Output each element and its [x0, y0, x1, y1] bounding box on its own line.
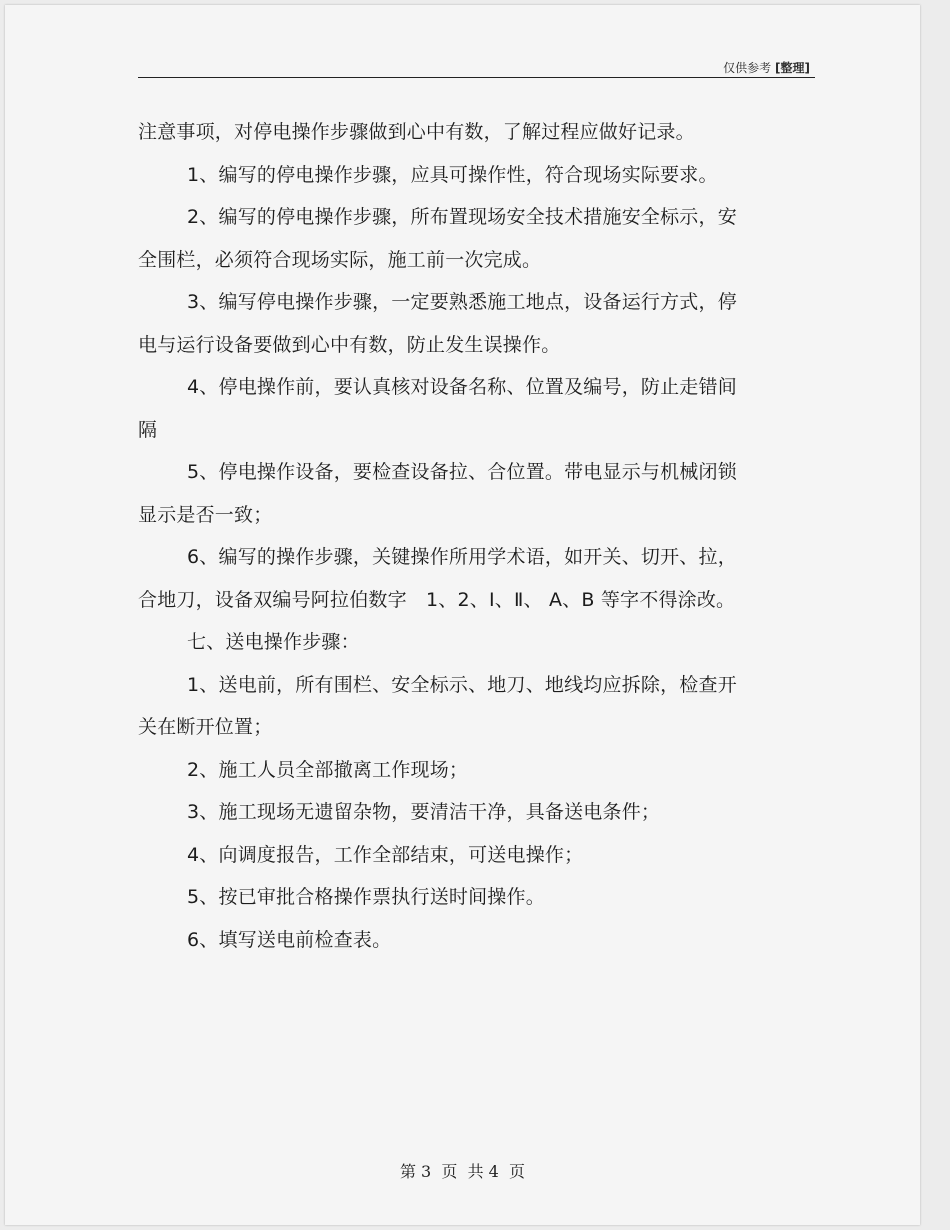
header-tag: [整理]: [775, 61, 810, 75]
body-line: 电与运行设备要做到心中有数，防止发生误操作。: [138, 333, 561, 356]
body-line: 2、施工人员全部撤离工作现场；: [187, 758, 469, 781]
body-line: 4、停电操作前，要认真核对设备名称、位置及编号，防止走错间: [187, 376, 737, 398]
body-line: 6、填写送电前检查表。: [187, 928, 392, 951]
document-page: [5, 5, 920, 1225]
body-line: 2、编写的停电操作步骤，所布置现场安全技术措施安全标示，安: [187, 206, 737, 228]
body-line: 合地刀，设备双编号阿拉伯数字 1、2、Ⅰ、Ⅱ、 A、B 等字不得涂改。: [138, 588, 736, 611]
body-line: 1、编写的停电操作步骤，应具可操作性，符合现场实际要求。: [187, 163, 718, 186]
body-line: 显示是否一致；: [138, 503, 273, 526]
page-header: [723, 59, 810, 76]
page-footer: 第 3 页 共 4 页: [399, 1162, 526, 1181]
body-line: 4、向调度报告，工作全部结束，可送电操作；: [187, 843, 584, 866]
document-body: [138, 111, 778, 961]
body-line: 隔: [138, 418, 158, 441]
body-line: 3、编写停电操作步骤，一定要熟悉施工地点，设备运行方式，停: [187, 291, 737, 313]
header-note: 仅供参考: [723, 61, 772, 75]
header-rule: [138, 77, 815, 78]
body-line: 1、送电前，所有围栏、安全标示、地刀、地线均应拆除，检查开: [187, 673, 737, 696]
body-line: 全围栏，必须符合现场实际，施工前一次完成。: [138, 248, 542, 271]
body-line: 6、编写的操作步骤，关键操作所用学术语，如开关、切开、拉，: [187, 546, 737, 568]
body-line: 关在断开位置；: [138, 716, 273, 738]
body-line: 七、送电操作步骤：: [187, 631, 360, 653]
body-line: 注意事项，对停电操作步骤做到心中有数，了解过程应做好记录。: [138, 121, 695, 143]
body-line: 5、按已审批合格操作票执行送时间操作。: [187, 886, 545, 908]
body-line: 3、施工现场无遗留杂物，要清洁干净，具备送电条件；: [187, 801, 661, 823]
body-line: 5、停电操作设备，要检查设备拉、合位置。带电显示与机械闭锁: [187, 461, 737, 483]
